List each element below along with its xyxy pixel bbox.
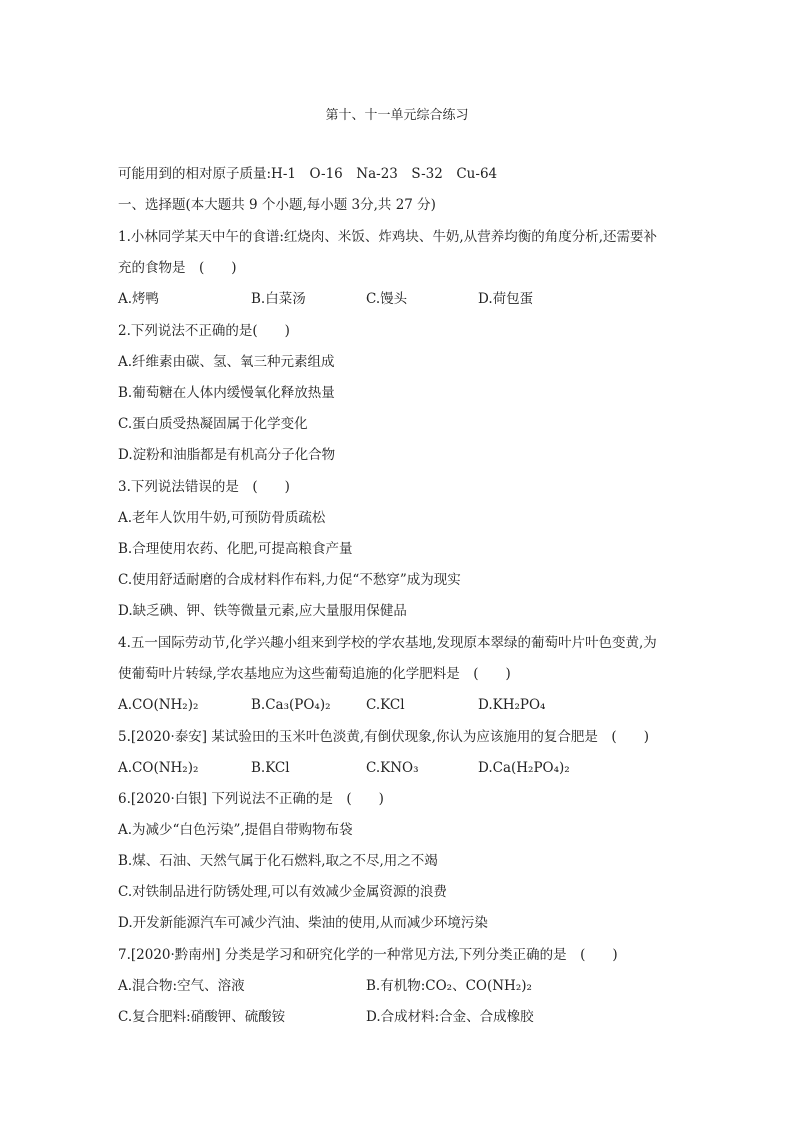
question-7-option-c: C.复合肥料:硝酸钾、硫酸铵 [118, 1009, 286, 1025]
question-1-option-b: B.白菜汤 [251, 291, 306, 307]
question-4-option-c: C.KCl [366, 697, 405, 713]
question-7-stem: 7.[2020·黔南州] 分类是学习和研究化学的一种常见方法,下列分类正确的是 ( ) [118, 947, 618, 963]
question-7-option-b: B.有机物:CO₂、CO(NH₂)₂ [366, 978, 532, 994]
question-6-option-a: A.为减少“白色污染”,提倡自带购物布袋 [118, 822, 353, 838]
question-5-option-b: B.KCl [251, 760, 290, 776]
question-2-option-b: B.葡萄糖在人体内缓慢氧化释放热量 [118, 385, 335, 401]
question-6-stem: 6.[2020·白银] 下列说法不正确的是 ( ) [118, 791, 384, 807]
question-5-option-c: C.KNO₃ [366, 760, 419, 776]
page-title: 第十、十一单元综合练习 [325, 108, 469, 123]
question-3-option-a: A.老年人饮用牛奶,可预防骨质疏松 [118, 510, 326, 526]
question-3-option-b: B.合理使用农药、化肥,可提高粮食产量 [118, 541, 353, 557]
question-6-option-b: B.煤、石油、天然气属于化石燃料,取之不尽,用之不竭 [118, 853, 438, 869]
question-5-stem: 5.[2020·泰安] 某试验田的玉米叶色淡黄,有倒伏现象,你认为应该施用的复合肥是 ( ) [118, 729, 649, 745]
question-2-option-c: C.蛋白质受热凝固属于化学变化 [118, 416, 308, 432]
question-4-option-a: A.CO(NH₂)₂ [118, 697, 199, 713]
question-1-option-d: D.荷包蛋 [478, 291, 534, 307]
question-2-option-a: A.纤维素由碳、氢、氧三种元素组成 [118, 354, 335, 370]
question-6-option-c: C.对铁制品进行防锈处理,可以有效减少金属资源的浪费 [118, 884, 447, 900]
question-4-option-b: B.Ca₃(PO₄)₂ [251, 697, 331, 713]
question-4-option-d: D.KH₂PO₄ [478, 697, 546, 713]
question-3-option-c: C.使用舒适耐磨的合成材料作布料,力促“不愁穿”成为现实 [118, 572, 461, 588]
question-4-stem-line1: 4.五一国际劳动节,化学兴趣小组来到学校的学农基地,发现原本翠绿的葡萄叶片叶色变黄,为 [118, 635, 657, 651]
question-1-option-a: A.烤鸭 [118, 291, 160, 307]
question-1-stem-line1: 1.小林同学某天中午的食谱:红烧肉、米饭、炸鸡块、牛奶,从营养均衡的角度分析,还需要补 [118, 229, 658, 245]
section-heading: 一、选择题(本大题共 9 个小题,每小题 3分,共 27 分) [118, 197, 436, 213]
question-1-option-c: C.馒头 [366, 291, 408, 307]
question-3-option-d: D.缺乏碘、钾、铁等微量元素,应大量服用保健品 [118, 603, 407, 619]
question-5-option-a: A.CO(NH₂)₂ [118, 760, 199, 776]
question-4-stem-line2: 使葡萄叶片转绿,学农基地应为这些葡萄追施的化学肥料是 ( ) [118, 666, 511, 682]
question-7-option-d: D.合成材料:合金、合成橡胶 [366, 1009, 534, 1025]
question-6-option-d: D.开发新能源汽车可减少汽油、柴油的使用,从而减少环境污染 [118, 915, 488, 931]
question-7-option-a: A.混合物:空气、溶液 [118, 978, 245, 994]
question-2-stem: 2.下列说法不正确的是( ) [118, 323, 290, 339]
question-3-stem: 3.下列说法错误的是 ( ) [118, 479, 290, 495]
atomic-mass-note: 可能用到的相对原子质量:H-1 O-16 Na-23 S-32 Cu-64 [118, 166, 498, 182]
question-5-option-d: D.Ca(H₂PO₄)₂ [478, 760, 570, 776]
question-2-option-d: D.淀粉和油脂都是有机高分子化合物 [118, 447, 336, 463]
question-1-stem-line2: 充的食物是 ( ) [118, 260, 237, 276]
